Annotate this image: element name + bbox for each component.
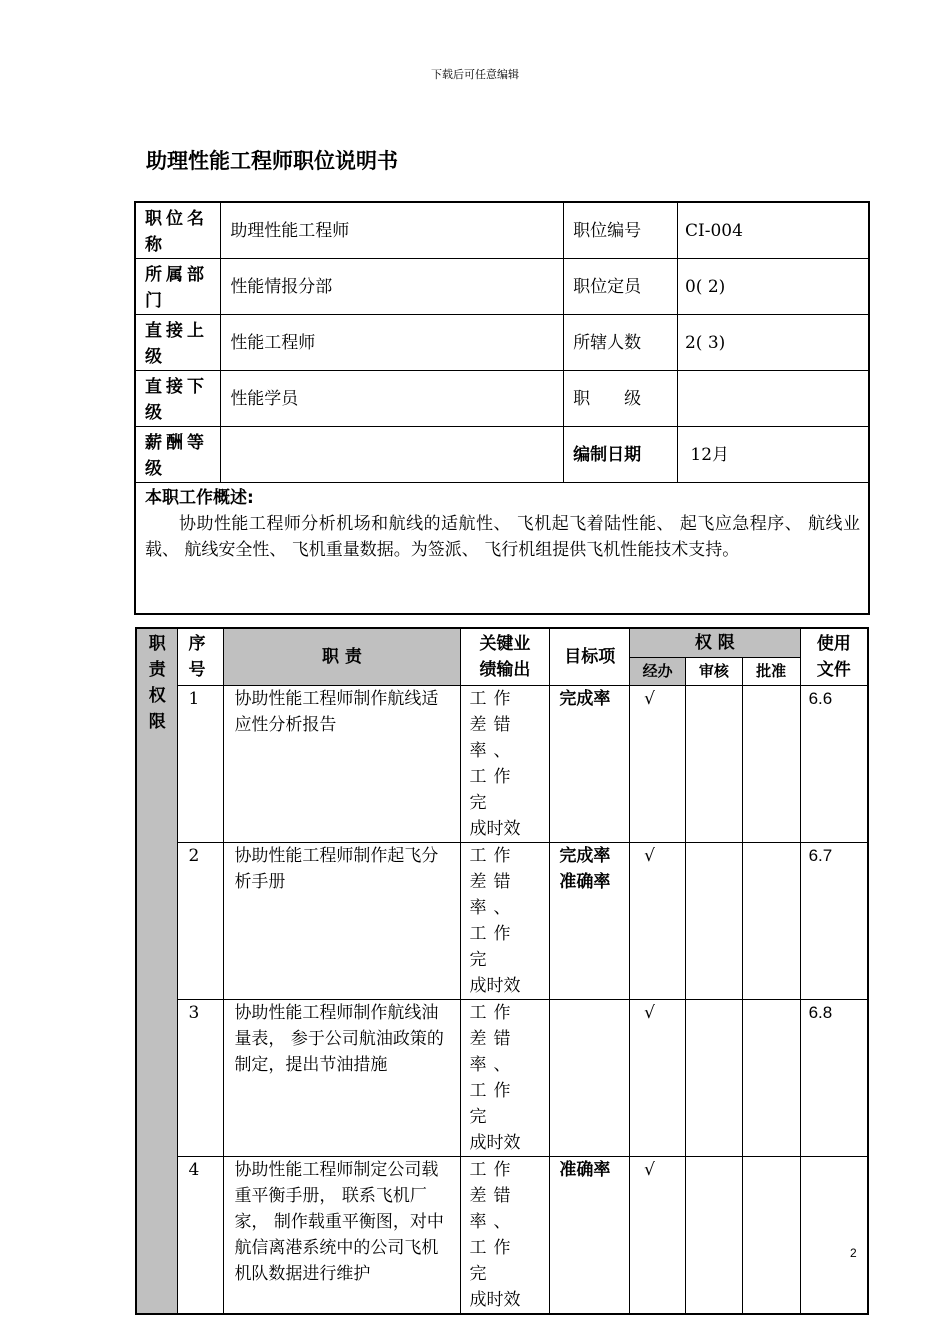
target-header: 目标项: [550, 628, 630, 685]
info-label-2: 所辖人数: [564, 315, 678, 371]
handle-cell: √: [630, 999, 686, 1156]
info-label-2: 职位编号: [564, 202, 678, 259]
review-cell: [686, 1156, 743, 1314]
duty-header: 职 责: [224, 628, 460, 685]
side-label: 职责权限: [136, 628, 178, 1314]
duty-cell: 协助性能工程师制作航线适应性分析报告: [224, 685, 460, 842]
doc-cell: 6.8: [800, 999, 868, 1156]
target-cell: 完成率准确率: [550, 842, 630, 999]
info-label-2: 编制日期: [564, 427, 678, 483]
header-row: [136, 628, 868, 657]
approve-cell: [742, 1156, 800, 1314]
info-row: [135, 202, 869, 259]
document-title: 助理性能工程师职位说明书: [146, 149, 398, 173]
duty-cell: 协助性能工程师制定公司载重平衡手册， 联系飞机厂家， 制作载重平衡图，对中航信离港系统中的公司飞机机队数据进行维护: [224, 1156, 460, 1314]
info-value: [221, 427, 564, 483]
doc-cell: [800, 1156, 868, 1314]
approve-header: 批准: [742, 657, 800, 685]
target-cell: 完成率: [550, 685, 630, 842]
summary-title: 本职工作概述:: [145, 488, 254, 508]
table-row: [136, 842, 868, 999]
summary-row: [135, 483, 869, 614]
info-row: [135, 315, 869, 371]
info-label: 直接下级: [135, 371, 221, 427]
kpi-line: 工作差错率、: [469, 1002, 518, 1075]
duty-cell: 协助性能工程师制作航线油量表， 参于公司航油政策的制定，提出节油措施: [224, 999, 460, 1156]
kpi-line: 成时效: [469, 1289, 521, 1310]
handle-cell: √: [630, 1156, 686, 1314]
info-value-2: CI-004: [677, 202, 869, 259]
kpi-cell: [460, 1156, 550, 1314]
doc-cell: 6.6: [800, 685, 868, 842]
authority-header: 权 限: [630, 628, 800, 657]
info-label: 薪酬等级: [135, 427, 221, 483]
kpi-line: 工作完: [469, 923, 518, 970]
seq-cell: 1: [178, 685, 224, 842]
kpi-line: 工作差错率、: [469, 845, 518, 918]
approve-cell: [742, 999, 800, 1156]
target-cell: 准确率: [550, 1156, 630, 1314]
job-summary: [135, 483, 869, 614]
info-value-2: [677, 371, 869, 427]
seq-cell: 2: [178, 842, 224, 999]
info-label: 职位名称: [135, 202, 221, 259]
kpi-line: 成时效: [469, 975, 521, 996]
handle-cell: √: [630, 685, 686, 842]
review-cell: [686, 999, 743, 1156]
info-label-2: 职 级: [564, 371, 678, 427]
header-note: 下载后可任意编辑: [431, 68, 519, 81]
info-label-2: 职位定员: [564, 259, 678, 315]
kpi-line: 工作完: [469, 766, 518, 813]
doc-header: 使用文件: [800, 628, 868, 685]
review-header: 审核: [686, 657, 743, 685]
info-value-2: 0( 2): [677, 259, 869, 315]
seq-cell: 3: [178, 999, 224, 1156]
summary-text: 协助性能工程师分析机场和航线的适航性、 飞机起飞着陆性能、 起飞应急程序、 航线业载、 航线安全性、 飞机重量数据。为签派、 飞行机组提供飞机性能技术支持。: [145, 514, 860, 560]
seq-header: 序号: [178, 628, 224, 685]
table-row: [136, 999, 868, 1156]
kpi-line: 工作完: [469, 1080, 518, 1127]
table-row: [136, 1156, 868, 1314]
kpi-line: 成时效: [469, 818, 521, 839]
info-value: 性能工程师: [221, 315, 564, 371]
info-value-2: 2( 3): [677, 315, 869, 371]
duty-authority-table: [135, 627, 869, 1315]
kpi-line: 工作差错率、: [469, 1159, 518, 1232]
page-number: 2: [850, 1246, 857, 1260]
duty-cell: 协助性能工程师制作起飞分析手册: [224, 842, 460, 999]
kpi-cell: [460, 685, 550, 842]
kpi-cell: [460, 842, 550, 999]
kpi-line: 成时效: [469, 1132, 521, 1153]
review-cell: [686, 842, 743, 999]
info-label: 所属部门: [135, 259, 221, 315]
review-cell: [686, 685, 743, 842]
info-row: [135, 371, 869, 427]
position-info-table: [134, 201, 870, 615]
info-value-2: 12月: [677, 427, 869, 483]
kpi-header: 关键业绩输出: [460, 628, 550, 685]
approve-cell: [742, 685, 800, 842]
target-cell: [550, 999, 630, 1156]
kpi-cell: [460, 999, 550, 1156]
approve-cell: [742, 842, 800, 999]
info-value: 助理性能工程师: [221, 202, 564, 259]
handle-header: 经办: [630, 657, 686, 685]
info-row: [135, 427, 869, 483]
kpi-line: 工作完: [469, 1237, 518, 1284]
info-value: 性能学员: [221, 371, 564, 427]
info-label: 直接上级: [135, 315, 221, 371]
table-row: [136, 685, 868, 842]
seq-cell: 4: [178, 1156, 224, 1314]
doc-cell: 6.7: [800, 842, 868, 999]
info-row: [135, 259, 869, 315]
kpi-line: 工作差错率、: [469, 688, 518, 761]
info-value: 性能情报分部: [221, 259, 564, 315]
handle-cell: √: [630, 842, 686, 999]
